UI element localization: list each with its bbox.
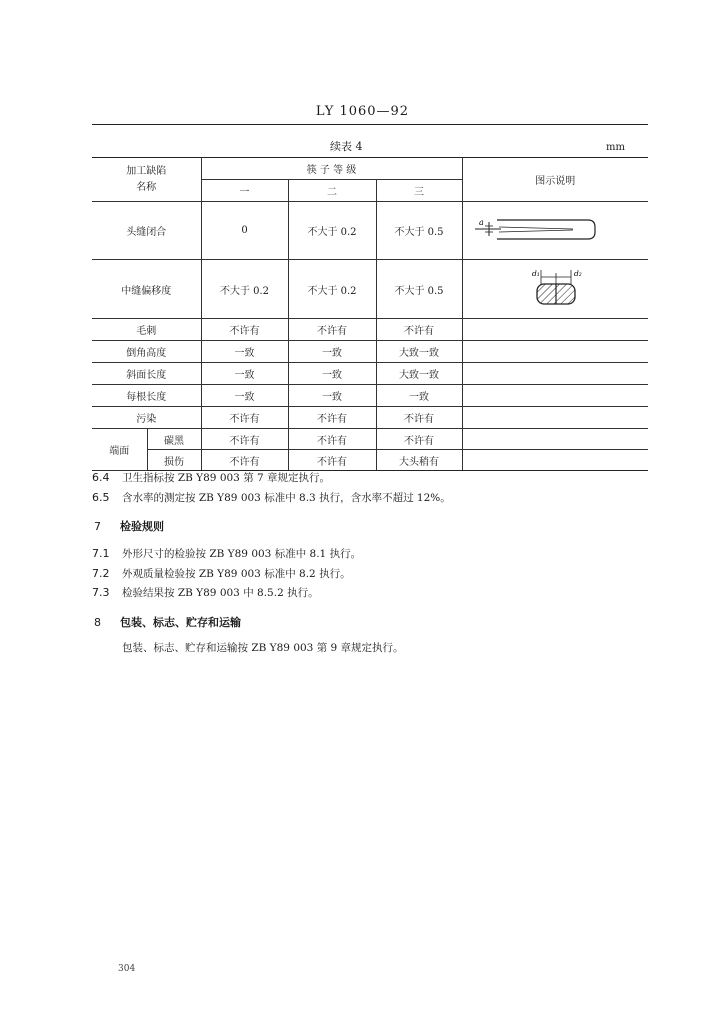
row-value: 不许有 <box>201 429 288 450</box>
empty-illus-cell <box>462 363 648 385</box>
clause-number: 6.5 <box>92 491 110 504</box>
row-value: 不大于 0.2 <box>288 202 376 260</box>
row-value: 不许有 <box>201 407 288 429</box>
clause-6-4 <box>92 470 330 485</box>
row-name: 每根长度 <box>92 385 201 407</box>
row-value: 一致 <box>201 385 288 407</box>
row-value: 不许有 <box>201 319 288 341</box>
row-value: 一致 <box>288 385 376 407</box>
empty-illus-cell <box>462 429 648 450</box>
col-head-name-text: 加工缺陷 名称 <box>126 165 167 193</box>
row-value: 大致一致 <box>376 363 462 385</box>
clause-text: 外观质量检验按 ZB Y89 003 标准中 8.2 执行。 <box>122 568 351 580</box>
clause-text: 卫生指标按 ZB Y89 003 第 7 章规定执行。 <box>122 472 331 484</box>
empty-illus-cell <box>462 385 648 407</box>
row-name: 毛刺 <box>92 319 201 341</box>
grade-3-header: 三 <box>376 180 462 202</box>
clause-text: 外形尺寸的检验按 ZB Y89 003 标准中 8.1 执行。 <box>122 548 362 560</box>
chopstick-side-diagram <box>463 202 649 256</box>
row-value: 不许有 <box>288 450 376 471</box>
row-value: 一致 <box>288 341 376 363</box>
row-value: 一致 <box>376 385 462 407</box>
row-value: 不许有 <box>201 450 288 471</box>
chopstick-cross-section-diagram <box>463 260 649 315</box>
row-name: 污染 <box>92 407 201 429</box>
empty-illus-cell <box>462 319 648 341</box>
row-value: 不许有 <box>376 319 462 341</box>
row-value: 0 <box>201 202 288 260</box>
table-unit: mm <box>606 142 625 153</box>
grade-header: 筷 子 等 级 <box>201 158 462 180</box>
standard-code: LY 1060—92 <box>315 104 410 119</box>
header-rule <box>92 124 648 125</box>
clause-7-1 <box>92 546 361 561</box>
clause-number: 7.3 <box>92 586 110 599</box>
row-value: 不许有 <box>288 319 376 341</box>
fig1-label: a <box>478 218 484 227</box>
clause-number: 7.1 <box>92 547 110 560</box>
group-label: 端面 <box>92 429 147 471</box>
clause-number: 6.4 <box>92 471 110 484</box>
row-value: 不大于 0.2 <box>201 260 288 319</box>
row-name: 斜面长度 <box>92 363 201 385</box>
row-value: 大致一致 <box>376 341 462 363</box>
row-name: 头缝闭合 <box>92 202 201 260</box>
row-name: 中缝偏移度 <box>92 260 201 319</box>
row-value: 不大于 0.5 <box>376 260 462 319</box>
empty-illus-cell <box>462 341 648 363</box>
defect-table <box>92 157 648 471</box>
row-value: 不许有 <box>376 407 462 429</box>
clause-6-5 <box>92 490 451 505</box>
fig2-label-d1: d₁ <box>531 269 540 278</box>
clause-text: 检验结果按 ZB Y89 003 中 8.5.2 执行。 <box>122 587 319 599</box>
row-value: 一致 <box>288 363 376 385</box>
section-number: 7 <box>94 520 101 533</box>
section-8-heading <box>94 614 241 630</box>
clause-number: 7.2 <box>92 567 110 580</box>
fig2-label-d2: d₂ <box>573 269 582 278</box>
clause-text: 含水率的测定按 ZB Y89 003 标准中 8.3 执行，含水率不超过 12%。 <box>122 492 451 504</box>
row-value: 不大于 0.5 <box>376 202 462 260</box>
row-value: 不许有 <box>376 429 462 450</box>
clause-7-3 <box>92 585 319 600</box>
clause-7-2 <box>92 566 351 581</box>
empty-illus-cell <box>462 407 648 429</box>
table-caption: 续表 4 <box>330 140 363 153</box>
section-number: 8 <box>94 616 101 629</box>
row-value: 一致 <box>201 341 288 363</box>
col-head-name <box>92 158 201 202</box>
section-title: 检验规则 <box>120 520 164 533</box>
page-number: 304 <box>118 964 136 974</box>
section-title: 包装、标志、贮存和运输 <box>120 616 241 629</box>
row-value: 不许有 <box>288 407 376 429</box>
figure-center-offset <box>462 260 648 319</box>
grade-1-header: 一 <box>201 180 288 202</box>
grade-2-header: 二 <box>288 180 376 202</box>
section-8-text: 包装、标志、贮存和运输按 ZB Y89 003 第 9 章规定执行。 <box>122 642 404 654</box>
row-name: 倒角高度 <box>92 341 201 363</box>
row-value: 一致 <box>201 363 288 385</box>
row-value: 不大于 0.2 <box>288 260 376 319</box>
section-7-heading <box>94 518 164 534</box>
row-value: 不许有 <box>288 429 376 450</box>
row-value: 大头稍有 <box>376 450 462 471</box>
empty-illus-cell <box>462 450 648 471</box>
row-name: 碳黑 <box>147 429 201 450</box>
row-name: 损伤 <box>147 450 201 471</box>
illus-header: 图示说明 <box>462 158 648 202</box>
figure-head-seam <box>462 202 648 260</box>
